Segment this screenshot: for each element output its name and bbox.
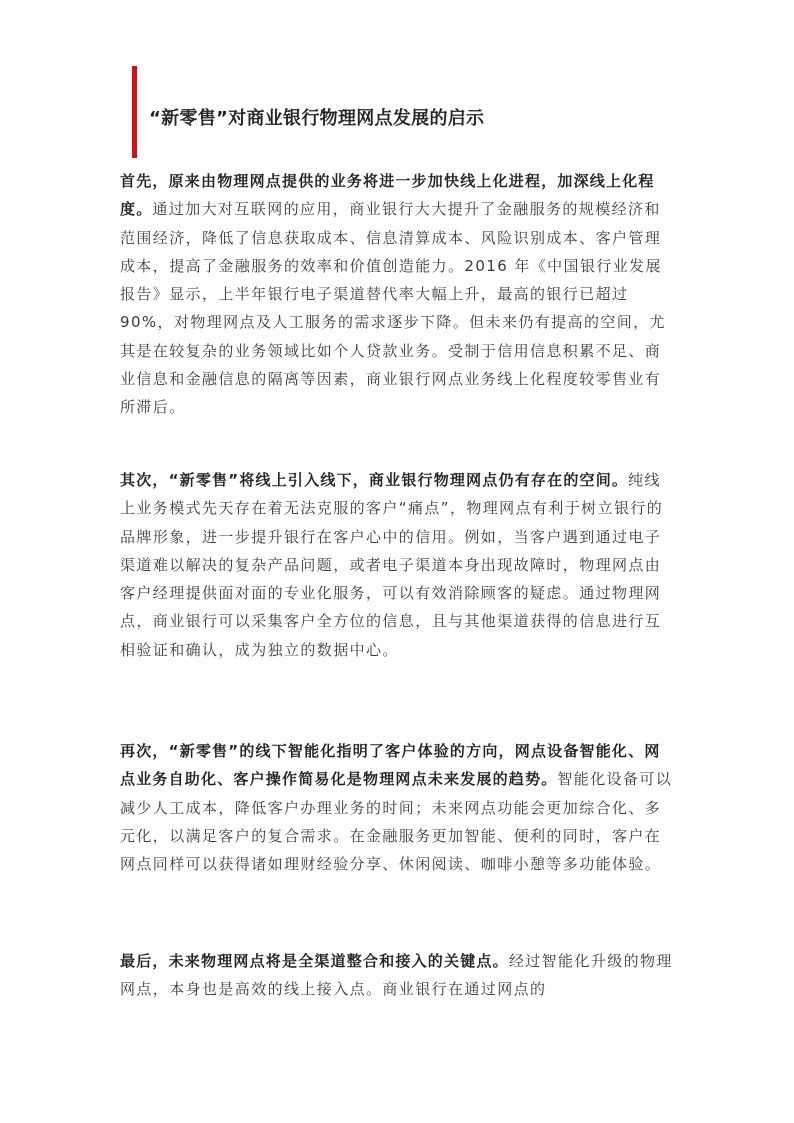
article-title: “新零售”对商业银行物理网点发展的启示 [149, 108, 485, 129]
paragraph-body: 通过加大对互联网的应用，商业银行大大提升了金融服务的规模经济和范围经济，降低了信息获取成本、信息清算成本、风险识别成本、客户管理成本，提高了金融服务的效率和价值创造能力。2016 年《中国银行业发展报告》显示，上半年银行电子渠道替代率大幅上升，最高的银行已超过 90%，对物理网点及人工服务的需求逐步下降。但未来仍有提高的空间，尤其是在较复杂的业务领域比如个人贷款业务。受制于信用信息积累不足、商业信息和金融信息的隔离等因素，商业银行网点业务线上化程度较零售业有所滞后。 [120, 200, 666, 417]
paragraph-body: 智能化设备可以减少人工成本，降低客户办理业务的时间；未来网点功能会更加综合化、多元化，以满足客户的复合需求。在金融服务更加智能、便利的同时，客户在网点同样可以获得诸如理财经验分享、休闲阅读、咖啡小憩等多功能体验。 [120, 770, 673, 874]
article-title-block [132, 66, 692, 158]
paragraph-third [120, 737, 676, 878]
paragraph-body: 经过智能化升级的物理网点，本身也是高效的线上接入点。商业银行在通过网点的 [120, 952, 673, 999]
paragraph-lead: 其次，“新零售”将线上引入线下，商业银行物理网点仍有存在的空间。 [120, 471, 629, 489]
paragraph-first [120, 167, 676, 422]
paragraph-lead: 首先，原来由物理网点提供的业务将进一步加快线上化进程，加深线上化程度。 [120, 172, 655, 219]
paragraph-lead: 最后，未来物理网点将是全渠道整合和接入的关键点。 [120, 952, 509, 970]
paragraph-fourth [120, 947, 676, 1004]
title-accent-bar [132, 66, 137, 158]
paragraph-lead: 再次，“新零售”的线下智能化指明了客户体验的方向，网点设备智能化、网点业务自助化、客户操作简易化是物理网点未来发展的趋势。 [120, 742, 661, 789]
paragraph-body: 纯线上业务模式先天存在着无法克服的客户“痛点”，物理网点有利于树立银行的品牌形象，进一步提升银行在客户心中的信用。例如，当客户遇到通过电子渠道难以解决的复杂产品问题，或者电子渠道本身出现故障时，物理网点由客户经理提供面对面的专业化服务，可以有效消除顾客的疑虑。通过物理网点，商业银行可以采集客户全方位的信息，且与其他渠道获得的信息进行互相验证和确认，成为独立的数据中心。 [120, 471, 664, 659]
paragraph-second [120, 466, 676, 664]
